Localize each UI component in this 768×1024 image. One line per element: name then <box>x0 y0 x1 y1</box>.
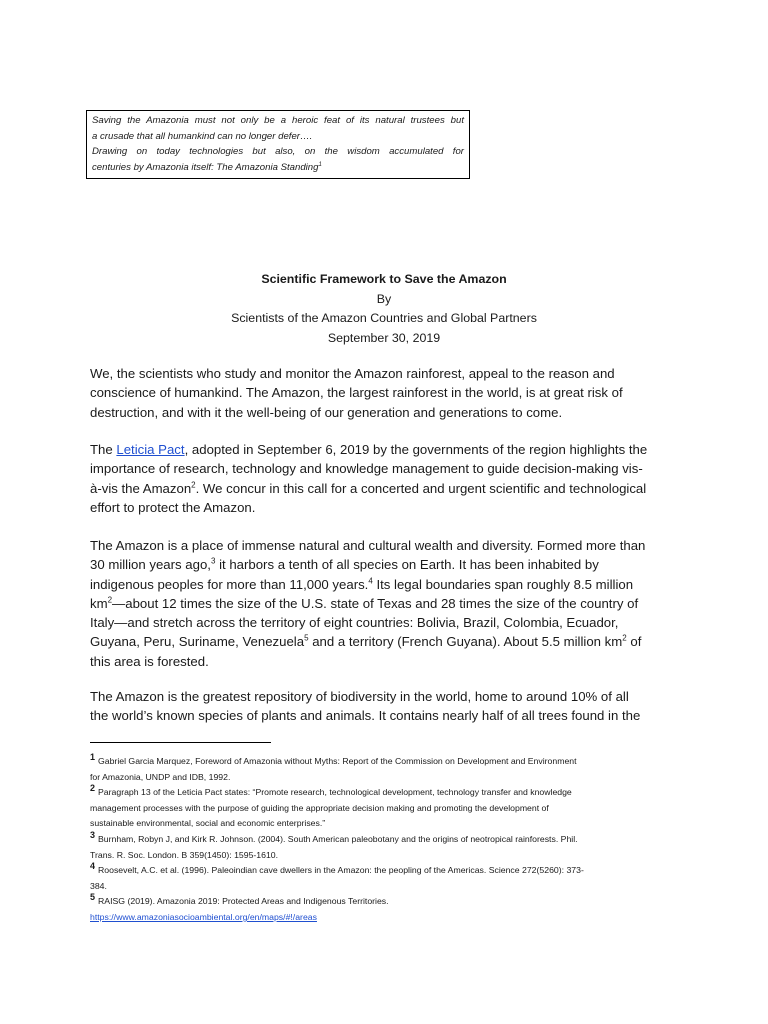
text-segment: Guyana, Peru, Suriname, Venezuela <box>90 634 305 650</box>
text-line: the world’s known species of plants and animals. It contains nearly half of all trees found in the <box>90 708 641 724</box>
footnote-number: 5 <box>90 892 96 903</box>
paragraph-1 <box>90 364 682 422</box>
title-authors: Scientists of the Amazon Countries and Global Partners <box>231 311 537 325</box>
text-line: effort to protect the Amazon. <box>90 499 256 515</box>
text-segment: indigenous peoples for more than 11,000 years. <box>90 576 369 592</box>
text-segment: à-vis the Amazon <box>90 480 192 496</box>
footnote-ref[interactable]: 3 <box>210 556 216 566</box>
footnote-text: Paragraph 13 of the Leticia Pact states: “Promote research, technological development, technology transfer and knowledge <box>98 787 572 798</box>
footnote-line <box>90 832 690 848</box>
text-line <box>90 440 682 459</box>
footnote-text: Roosevelt, A.C. et al. (1996). Paleoindian cave dwellers in the Amazon: the peopling of the Americas. Science 272(5260): 373- <box>98 865 584 876</box>
text-segment: it harbors a tenth of all species on Earth. It has been inhabited by <box>215 557 599 573</box>
text-segment: 30 million years ago, <box>90 557 211 573</box>
text-line <box>90 479 682 498</box>
footnote-line: for Amazonia, UNDP and IDB, 1992. <box>90 771 231 782</box>
title-block <box>0 270 768 348</box>
superscript: 2 <box>107 595 113 605</box>
footnotes <box>90 754 690 926</box>
leticia-pact-link[interactable]: Leticia Pact <box>116 442 185 457</box>
footnote-text: Burnham, Robyn J, and Kirk R. Johnson. (2004). South American paleobotany and the origins of neotropical rainforests. Phil. <box>98 833 578 844</box>
text-segment: —about 12 times the size of the U.S. state of Texas and 28 times the size of the country of <box>112 595 639 611</box>
epigraph-line-text: centuries by Amazonia itself: The Amazonia Standing <box>92 161 319 173</box>
text-segment: , adopted in September 6, 2019 by the governments of the region highlights the <box>184 442 648 457</box>
text-segment: of <box>626 634 642 650</box>
title-date: September 30, 2019 <box>327 330 441 345</box>
epigraph-line: a crusade that all humankind can no longer defer…. <box>92 130 313 142</box>
text-line: destruction, and with it the well-being of our generation and generations to come. <box>90 404 563 420</box>
paragraph-2 <box>90 440 682 517</box>
footnote-text: Gabriel Garcia Marquez, Foreword of Amazonia without Myths: Report of the Commission on Development and Environment <box>98 756 577 766</box>
text-segment: and a territory (French Guyana). About 5.5 million km <box>308 634 623 650</box>
raisg-maps-link[interactable]: https://www.amazoniasocioambiental.org/en/maps/#!/areas <box>90 911 317 922</box>
epigraph-line: Drawing on today technologies but also, on the wisdom accumulated for <box>92 146 464 157</box>
footnote-text: RAISG (2019). Amazonia 2019: Protected Areas and Indigenous Territories. <box>98 896 389 907</box>
footnote-line <box>90 754 690 770</box>
text-line: Italy—and stretch across the territory of eight countries: Bolivia, Brazil, Colombia, Ecuador, <box>90 615 619 631</box>
footnote-line <box>90 910 690 926</box>
text-line <box>90 575 682 594</box>
text-line <box>90 594 682 613</box>
footnote-number: 3 <box>90 830 96 841</box>
title-by: By <box>376 291 392 306</box>
footnote-line: sustainable environmental, social and economic enterprises.” <box>90 818 326 829</box>
footnote-number: 4 <box>90 861 96 872</box>
epigraph-line <box>92 160 464 176</box>
text-segment: . We concur in this call for a concerted and urgent scientific and technological <box>195 480 647 496</box>
text-line: this area is forested. <box>90 653 209 669</box>
text-line: The Amazon is a place of immense natural and cultural wealth and diversity. Formed more than <box>90 538 646 553</box>
footnote-ref[interactable]: 1 <box>318 161 322 168</box>
text-line <box>90 632 682 651</box>
text-line: conscience of humankind. The Amazon, the largest rainforest in the world, is at great risk of <box>90 385 623 401</box>
text-segment: The <box>90 442 117 457</box>
footnote-number: 2 <box>90 783 96 794</box>
footnote-line <box>90 863 690 879</box>
paragraph-3 <box>90 536 682 671</box>
text-line: importance of research, technology and knowledge management to guide decision-making vis- <box>90 461 643 477</box>
footnote-divider <box>90 742 271 743</box>
footnote-line: Trans. R. Soc. London. B 359(1450): 1595-1610. <box>90 849 279 860</box>
superscript: 2 <box>622 634 627 644</box>
text-line <box>90 555 682 574</box>
text-segment: Its legal boundaries span roughly 8.5 million <box>372 576 634 592</box>
footnote-ref[interactable]: 2 <box>191 480 196 490</box>
footnote-line <box>90 894 690 910</box>
text-line: We, the scientists who study and monitor the Amazon rainforest, appeal to the reason and <box>90 366 615 381</box>
text-segment: km <box>90 595 108 611</box>
footnote-ref[interactable]: 4 <box>368 576 373 586</box>
document-title: Scientific Framework to Save the Amazon <box>261 272 507 286</box>
text-line: The Amazon is the greatest repository of biodiversity in the world, home to around 10% of all <box>90 689 629 704</box>
footnote-number: 1 <box>90 752 96 763</box>
footnote-line: management processes with the purpose of guiding the appropriate decision making and promoting the development of <box>90 802 549 813</box>
footnote-line: 384. <box>90 880 107 891</box>
footnote-line <box>90 785 690 801</box>
epigraph-line: Saving the Amazonia must not only be a heroic feat of its natural trustees but <box>92 115 464 126</box>
footnote-ref[interactable]: 5 <box>304 634 309 644</box>
epigraph-box <box>86 110 470 179</box>
paragraph-4 <box>90 687 682 726</box>
